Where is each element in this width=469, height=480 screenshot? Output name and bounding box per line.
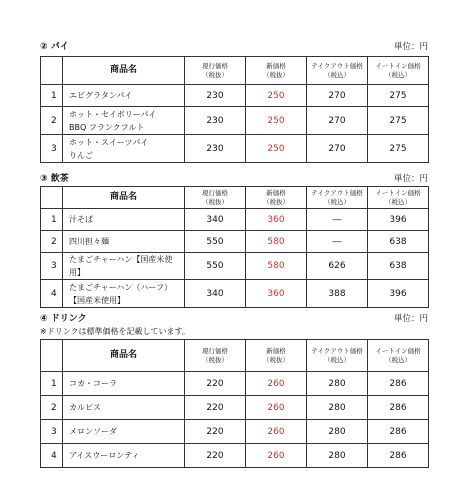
row-takeout: 280: [307, 444, 368, 468]
row-eatin: 275: [368, 107, 429, 135]
header-new-text: 新価格 （税抜）: [263, 61, 289, 79]
header-takeout-text: テイクアウト価格 （税込）: [311, 346, 363, 364]
price-table-drink: [40, 339, 429, 468]
row-new: 260: [246, 396, 307, 420]
header-eatin: [368, 187, 429, 209]
header-new-text: 新価格 （税抜）: [263, 346, 289, 364]
header-eatin: [368, 340, 429, 372]
table-row: [41, 396, 429, 420]
header-current-text: 現行価格 （税抜）: [202, 346, 228, 364]
row-current: 340: [185, 280, 246, 308]
row-new: 260: [246, 420, 307, 444]
row-current: 230: [185, 107, 246, 135]
row-no: 3: [41, 420, 63, 444]
section-note: ※ドリンクは標準価格を記載しています。: [40, 327, 190, 336]
row-takeout: 280: [307, 420, 368, 444]
row-name: たまごチャーハン【国産米使用】: [63, 253, 185, 280]
row-eatin: 396: [368, 209, 429, 231]
table-row: [41, 85, 429, 107]
table-row: [41, 420, 429, 444]
header-current: [185, 187, 246, 209]
unit-label: 単位：円: [393, 314, 428, 324]
row-new: 250: [246, 85, 307, 107]
row-current: 220: [185, 444, 246, 468]
row-no: 2: [41, 231, 63, 253]
row-eatin: 286: [368, 372, 429, 396]
section-title: ② パイ: [40, 42, 69, 52]
unit-label: 単位：円: [393, 174, 428, 184]
table-row: [41, 444, 429, 468]
row-name: メロンソーダ: [63, 420, 185, 444]
row-current: 230: [185, 135, 246, 163]
row-no: 4: [41, 444, 63, 468]
row-no: 2: [41, 107, 63, 135]
section-header: [40, 172, 428, 186]
header-new-text: 新価格 （税抜）: [263, 188, 289, 206]
row-current: 550: [185, 231, 246, 253]
row-takeout: 270: [307, 135, 368, 163]
section-header: [40, 40, 428, 54]
row-current: 550: [185, 253, 246, 280]
section-title: ③ 飲茶: [40, 174, 69, 184]
header-eatin-text: イートイン価格 （税込）: [375, 61, 421, 79]
header-name: 商品名: [63, 340, 185, 372]
header-eatin-text: イートイン価格 （税込）: [375, 188, 421, 206]
section-title: ④ ドリンク: [40, 314, 87, 324]
table-row: [41, 253, 429, 280]
row-name: カルピス: [63, 396, 185, 420]
row-takeout: ―: [307, 209, 368, 231]
row-no: 1: [41, 85, 63, 107]
row-no: 1: [41, 209, 63, 231]
row-no: 3: [41, 135, 63, 163]
row-name: ホット・スイーツパイ りんご: [63, 135, 185, 163]
row-name: エビグラタンパイ: [63, 85, 185, 107]
row-new: 580: [246, 231, 307, 253]
section-header: [40, 312, 428, 326]
row-current: 220: [185, 372, 246, 396]
row-new: 250: [246, 107, 307, 135]
header-name: 商品名: [63, 187, 185, 209]
row-eatin: 275: [368, 85, 429, 107]
row-no: 4: [41, 280, 63, 308]
header-takeout: [307, 340, 368, 372]
row-eatin: 275: [368, 135, 429, 163]
row-takeout: 280: [307, 372, 368, 396]
row-eatin: 286: [368, 396, 429, 420]
row-no: 2: [41, 396, 63, 420]
header-no: [41, 187, 63, 209]
row-name: アイスウーロンティ: [63, 444, 185, 468]
row-name: コカ・コーラ: [63, 372, 185, 396]
row-eatin: 396: [368, 280, 429, 308]
row-name: ホット・セイボリーパイ BBQ フランクフルト: [63, 107, 185, 135]
table-row: [41, 231, 429, 253]
header-new: [246, 187, 307, 209]
table-row: [41, 372, 429, 396]
row-current: 340: [185, 209, 246, 231]
row-name: 汁そば: [63, 209, 185, 231]
row-name: 四川担々麺: [63, 231, 185, 253]
price-table-yumcha: [40, 186, 429, 308]
section-yumcha: [40, 172, 428, 308]
row-takeout: 280: [307, 396, 368, 420]
table-row: [41, 209, 429, 231]
table-row: [41, 135, 429, 163]
table-row: [41, 107, 429, 135]
header-current: [185, 340, 246, 372]
row-current: 220: [185, 420, 246, 444]
section-pie: [40, 40, 428, 163]
row-takeout: ―: [307, 231, 368, 253]
header-takeout-text: テイクアウト価格 （税込）: [311, 61, 363, 79]
row-new: 360: [246, 209, 307, 231]
row-new: 260: [246, 372, 307, 396]
row-eatin: 286: [368, 444, 429, 468]
row-eatin: 638: [368, 253, 429, 280]
row-eatin: 286: [368, 420, 429, 444]
header-row: [41, 57, 429, 85]
header-no: [41, 340, 63, 372]
row-current: 230: [185, 85, 246, 107]
section-drink: [40, 312, 428, 468]
row-no: 1: [41, 372, 63, 396]
row-new: 580: [246, 253, 307, 280]
row-new: 360: [246, 280, 307, 308]
row-new: 250: [246, 135, 307, 163]
header-row: [41, 187, 429, 209]
row-no: 3: [41, 253, 63, 280]
row-current: 220: [185, 396, 246, 420]
header-eatin-text: イートイン価格 （税込）: [375, 346, 421, 364]
row-takeout: 270: [307, 107, 368, 135]
header-current-text: 現行価格 （税抜）: [202, 188, 228, 206]
header-no: [41, 57, 63, 85]
row-new: 260: [246, 444, 307, 468]
row-eatin: 638: [368, 231, 429, 253]
header-row: [41, 340, 429, 372]
header-current: [185, 57, 246, 85]
row-takeout: 626: [307, 253, 368, 280]
header-current-text: 現行価格 （税抜）: [202, 61, 228, 79]
header-new: [246, 57, 307, 85]
row-name: たまごチャーハン（ハーフ） 【国産米使用】: [63, 280, 185, 308]
header-eatin: [368, 57, 429, 85]
price-table-pie: [40, 56, 429, 163]
header-name: 商品名: [63, 57, 185, 85]
row-takeout: 270: [307, 85, 368, 107]
header-takeout-text: テイクアウト価格 （税込）: [311, 188, 363, 206]
unit-label: 単位：円: [393, 42, 428, 52]
header-takeout: [307, 187, 368, 209]
row-takeout: 388: [307, 280, 368, 308]
header-new: [246, 340, 307, 372]
table-row: [41, 280, 429, 308]
header-takeout: [307, 57, 368, 85]
